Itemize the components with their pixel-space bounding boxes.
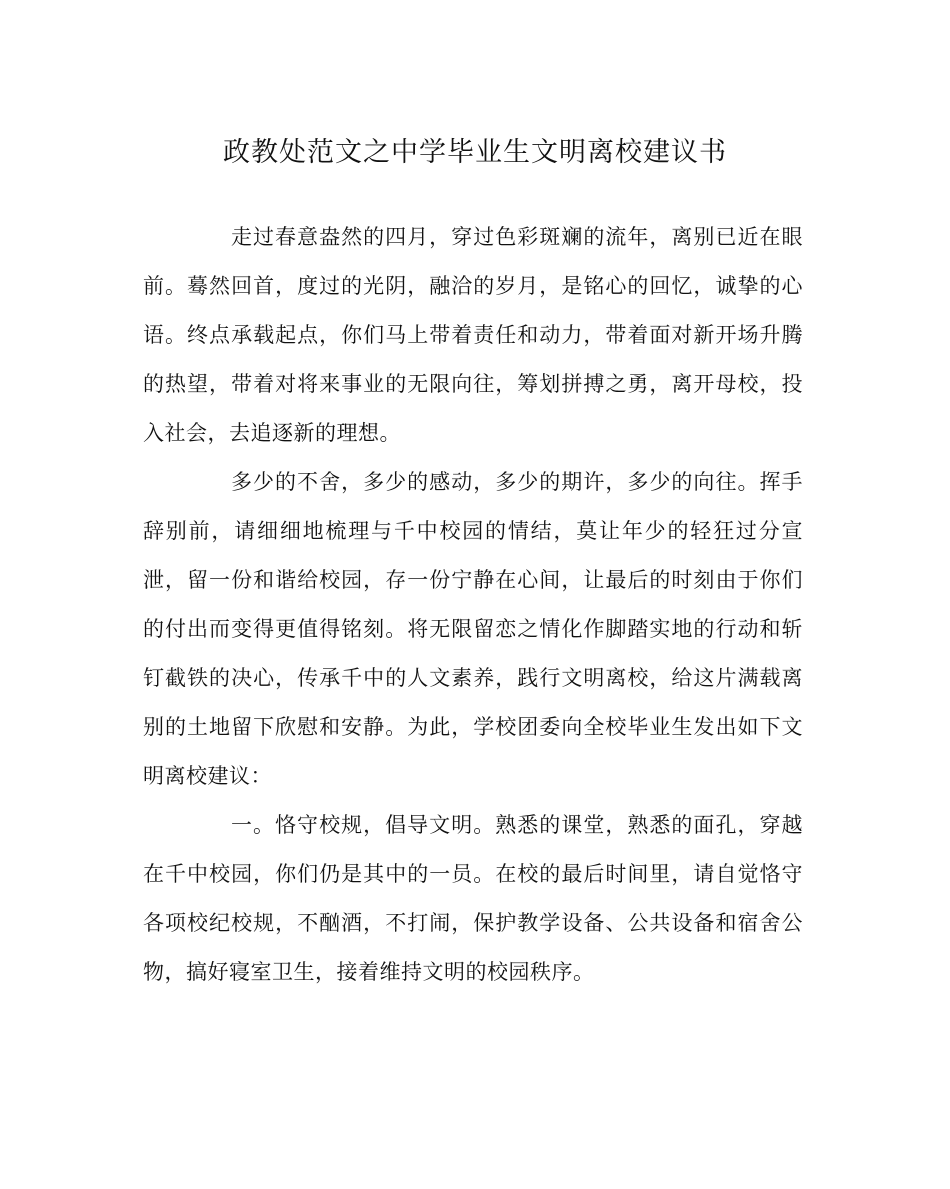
paragraph-1: 走过春意盎然的四月，穿过色彩斑斓的流年，离别已近在眼前。蓦然回首，度过的光阴，融洽的岁月，是铭心的回忆，诚挚的心语。终点承载起点，你们马上带着责任和动力，带着面对新开场升腾的热望，带着对将来事业的无限向往，筹划拼搏之勇，离开母校，投入社会，去追逐新的理想。 [143, 225, 803, 445]
document-title: 政教处范文之中学毕业生文明离校建议书 [223, 137, 727, 168]
document-body [143, 213, 803, 997]
paragraph-3: 一。恪守校规，倡导文明。熟悉的课堂，熟悉的面孔，穿越在千中校园，你们仍是其中的一员。在校的最后时间里，请自觉恪守各项校纪校规，不酗酒，不打闹，保护教学设备、公共设备和宿舍公物，搞好寝室卫生，接着维持文明的校园秩序。 [143, 813, 803, 984]
paragraph-2: 多少的不舍，多少的感动，多少的期许，多少的向往。挥手辞别前，请细细地梳理与千中校园的情结，莫让年少的轻狂过分宣泄，留一份和谐给校园，存一份宁静在心间，让最后的时刻由于你们的付出而变得更值得铭刻。将无限留恋之情化作脚踏实地的行动和斩钉截铁的决心，传承千中的人文素养，践行文明离校，给这片满载离别的土地留下欣慰和安静。为此，学校团委向全校毕业生发出如下文明离校建议： [143, 470, 803, 788]
